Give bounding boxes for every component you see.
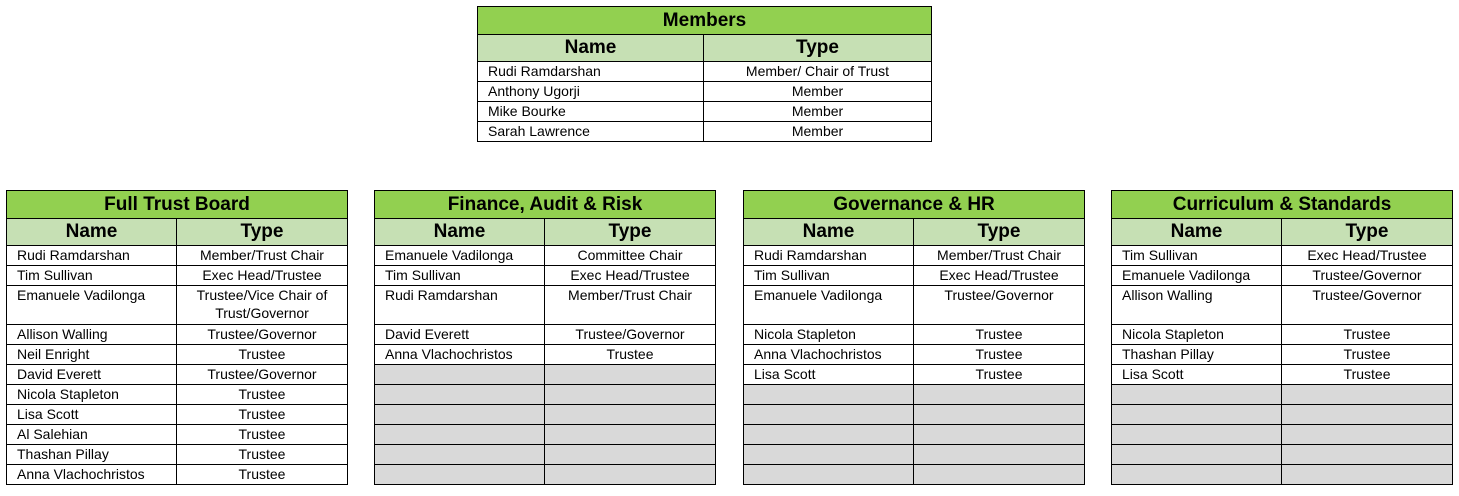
empty-cell [375, 405, 545, 425]
empty-cell [375, 385, 545, 405]
person-type: Trustee [177, 405, 348, 425]
person-type: Trustee/Vice Chair of Trust/Governor [177, 286, 348, 325]
committee-title: Finance, Audit & Risk [375, 191, 716, 219]
empty-row [744, 385, 1085, 405]
empty-row [1112, 465, 1453, 485]
person-name: Rudi Ramdarshan [7, 246, 177, 266]
empty-row [1112, 425, 1453, 445]
table-row [1112, 246, 1453, 266]
empty-cell [375, 465, 545, 485]
col-name-header: Name [375, 219, 545, 246]
members-col-name: Name [478, 35, 704, 62]
person-type: Trustee [177, 425, 348, 445]
table-row [744, 345, 1085, 365]
person-name: Lisa Scott [744, 365, 914, 385]
empty-cell [914, 385, 1085, 405]
person-name: Thashan Pillay [1112, 345, 1282, 365]
member-type: Member [704, 82, 932, 102]
table-row [744, 286, 1085, 325]
empty-cell [545, 405, 716, 425]
empty-row [375, 405, 716, 425]
person-type: Trustee [545, 345, 716, 365]
person-name: Emanuele Vadilonga [7, 286, 177, 325]
governance-hr-table [743, 190, 1085, 485]
members-title: Members [478, 7, 932, 35]
empty-row [744, 465, 1085, 485]
person-name: Tim Sullivan [7, 266, 177, 286]
table-row [1112, 325, 1453, 345]
person-name: Allison Walling [7, 325, 177, 345]
person-type: Exec Head/Trustee [1282, 246, 1453, 266]
empty-cell [744, 405, 914, 425]
members-col-type: Type [704, 35, 932, 62]
empty-row [375, 385, 716, 405]
table-row [7, 465, 348, 485]
empty-cell [1112, 425, 1282, 445]
person-type: Trustee/Governor [1282, 286, 1453, 325]
empty-cell [375, 365, 545, 385]
person-type: Trustee [1282, 325, 1453, 345]
person-name: Nicola Stapleton [1112, 325, 1282, 345]
members-table [477, 6, 932, 142]
col-name-header: Name [1112, 219, 1282, 246]
person-type: Trustee/Governor [177, 365, 348, 385]
person-type: Trustee [177, 465, 348, 485]
empty-cell [375, 425, 545, 445]
member-name: Anthony Ugorji [478, 82, 704, 102]
person-type: Trustee [177, 345, 348, 365]
person-name: Anna Vlachochristos [7, 465, 177, 485]
table-row [7, 266, 348, 286]
person-type: Trustee [177, 385, 348, 405]
col-type-header: Type [177, 219, 348, 246]
empty-cell [545, 465, 716, 485]
empty-cell [914, 405, 1085, 425]
empty-cell [1282, 405, 1453, 425]
person-name: Nicola Stapleton [7, 385, 177, 405]
empty-cell [744, 465, 914, 485]
table-row [7, 286, 348, 325]
empty-cell [1112, 465, 1282, 485]
table-row [375, 345, 716, 365]
col-name-header: Name [744, 219, 914, 246]
table-row [375, 246, 716, 266]
table-row [744, 266, 1085, 286]
empty-cell [1282, 425, 1453, 445]
empty-cell [545, 425, 716, 445]
person-type: Member/Trust Chair [914, 246, 1085, 266]
person-name: David Everett [7, 365, 177, 385]
person-name: Tim Sullivan [375, 266, 545, 286]
empty-row [375, 445, 716, 465]
empty-row [375, 465, 716, 485]
person-name: Rudi Ramdarshan [375, 286, 545, 325]
committee-title: Full Trust Board [7, 191, 348, 219]
person-name: Thashan Pillay [7, 445, 177, 465]
committee-title: Governance & HR [744, 191, 1085, 219]
table-row [1112, 345, 1453, 365]
member-name: Mike Bourke [478, 102, 704, 122]
table-row [478, 62, 932, 82]
empty-cell [1282, 445, 1453, 465]
empty-cell [744, 385, 914, 405]
person-name: David Everett [375, 325, 545, 345]
person-name: Al Salehian [7, 425, 177, 445]
person-name: Neil Enright [7, 345, 177, 365]
person-type: Trustee/Governor [177, 325, 348, 345]
empty-cell [1112, 405, 1282, 425]
table-row [375, 325, 716, 345]
table-row [7, 385, 348, 405]
person-type: Trustee/Governor [914, 286, 1085, 325]
person-type: Trustee [914, 325, 1085, 345]
person-name: Emanuele Vadilonga [375, 246, 545, 266]
empty-cell [545, 365, 716, 385]
table-row [478, 122, 932, 142]
empty-cell [545, 385, 716, 405]
empty-row [375, 425, 716, 445]
person-name: Anna Vlachochristos [744, 345, 914, 365]
finance-audit-risk-table [374, 190, 716, 485]
table-row [478, 102, 932, 122]
empty-row [744, 445, 1085, 465]
empty-cell [1282, 385, 1453, 405]
person-type: Trustee [914, 365, 1085, 385]
empty-row [1112, 385, 1453, 405]
person-type: Trustee [1282, 365, 1453, 385]
table-row [1112, 266, 1453, 286]
member-name: Rudi Ramdarshan [478, 62, 704, 82]
person-name: Lisa Scott [7, 405, 177, 425]
person-type: Trustee [1282, 345, 1453, 365]
member-type: Member [704, 102, 932, 122]
empty-cell [914, 425, 1085, 445]
person-name: Lisa Scott [1112, 365, 1282, 385]
table-row [7, 345, 348, 365]
person-name: Emanuele Vadilonga [1112, 266, 1282, 286]
empty-cell [1112, 445, 1282, 465]
col-type-header: Type [914, 219, 1085, 246]
empty-row [744, 405, 1085, 425]
empty-row [1112, 405, 1453, 425]
table-row [375, 286, 716, 325]
member-type: Member [704, 122, 932, 142]
empty-cell [1282, 465, 1453, 485]
table-row [7, 445, 348, 465]
table-row [744, 325, 1085, 345]
empty-cell [914, 445, 1085, 465]
empty-cell [545, 445, 716, 465]
committee-title: Curriculum & Standards [1112, 191, 1453, 219]
col-name-header: Name [7, 219, 177, 246]
table-row [7, 365, 348, 385]
empty-cell [914, 465, 1085, 485]
table-row [478, 82, 932, 102]
person-name: Tim Sullivan [744, 266, 914, 286]
empty-cell [744, 445, 914, 465]
person-name: Allison Walling [1112, 286, 1282, 325]
person-name: Emanuele Vadilonga [744, 286, 914, 325]
person-type: Trustee [914, 345, 1085, 365]
person-type: Trustee/Governor [545, 325, 716, 345]
empty-cell [744, 425, 914, 445]
person-type: Exec Head/Trustee [177, 266, 348, 286]
person-type: Committee Chair [545, 246, 716, 266]
empty-cell [375, 445, 545, 465]
col-type-header: Type [545, 219, 716, 246]
table-row [7, 325, 348, 345]
person-type: Exec Head/Trustee [914, 266, 1085, 286]
curriculum-standards-table [1111, 190, 1453, 485]
member-type: Member/ Chair of Trust [704, 62, 932, 82]
person-name: Nicola Stapleton [744, 325, 914, 345]
member-name: Sarah Lawrence [478, 122, 704, 142]
empty-row [1112, 445, 1453, 465]
table-row [7, 246, 348, 266]
table-row [1112, 286, 1453, 325]
table-row [744, 365, 1085, 385]
person-type: Trustee/Governor [1282, 266, 1453, 286]
col-type-header: Type [1282, 219, 1453, 246]
table-row [744, 246, 1085, 266]
empty-row [744, 425, 1085, 445]
table-row [7, 425, 348, 445]
table-row [7, 405, 348, 425]
full-trust-board-table [6, 190, 348, 485]
person-type: Exec Head/Trustee [545, 266, 716, 286]
table-row [1112, 365, 1453, 385]
empty-row [375, 365, 716, 385]
table-row [375, 266, 716, 286]
person-name: Tim Sullivan [1112, 246, 1282, 266]
person-type: Member/Trust Chair [545, 286, 716, 325]
empty-cell [1112, 385, 1282, 405]
person-type: Trustee [177, 445, 348, 465]
person-name: Rudi Ramdarshan [744, 246, 914, 266]
person-type: Member/Trust Chair [177, 246, 348, 266]
person-name: Anna Vlachochristos [375, 345, 545, 365]
